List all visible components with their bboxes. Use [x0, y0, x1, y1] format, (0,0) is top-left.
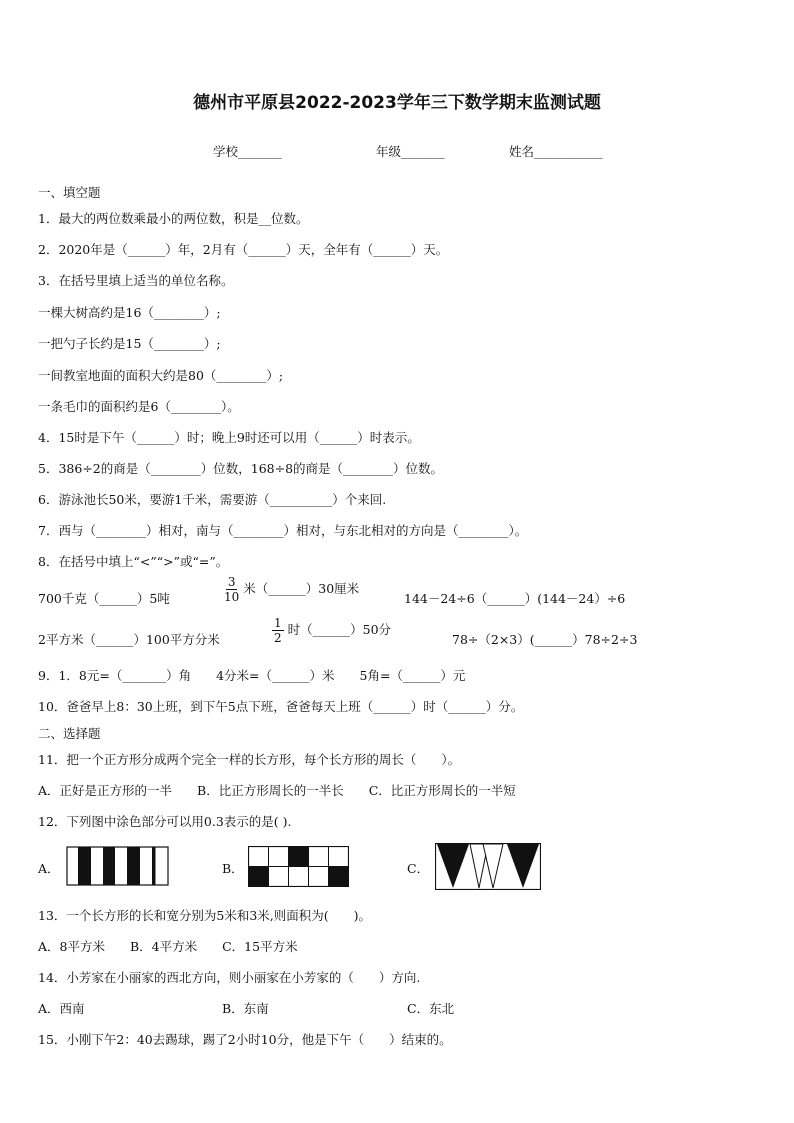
- question-10: 10．爸爸早上8：30上班，到下午5点下班，爸爸每天上班（______）时（______）分。: [38, 699, 524, 714]
- question-14: 14．小芳家在小丽家的西北方向，则小丽家在小芳家的（ ）方向.: [38, 970, 421, 985]
- section-fill-heading: 一、填空题: [38, 185, 101, 200]
- question-14-option-a: A．西南: [38, 1001, 85, 1016]
- q8-row2-c: 78÷（2×3）(______）78÷2÷3: [452, 632, 638, 647]
- question-13: 13．一个长方形的长和宽分别为5米和3米,则面积为( )。: [38, 908, 372, 923]
- question-14-option-c: C．东北: [407, 1001, 455, 1016]
- striped-rectangle-figure: [66, 846, 170, 886]
- question-3b: 一把勺子长约是15（________）;: [38, 336, 221, 351]
- question-7: 7．西与（________）相对，南与（________）相对，与东北相对的方向是（________）。: [38, 523, 528, 538]
- question-14-option-b: B．东南: [222, 1001, 269, 1016]
- fraction-denominator: 2: [274, 631, 282, 645]
- q12-option-c-label: C．: [407, 861, 430, 876]
- fraction-numerator: 1: [274, 616, 282, 630]
- question-9: 9．1．8元=（_______）角 4分米=（______）米 5角=（______）元: [38, 668, 466, 683]
- question-3: 3．在括号里填上适当的单位名称。: [38, 273, 234, 288]
- q8-row2-b: [268, 616, 391, 645]
- question-11-options: A．正好是正方形的一半 B．比正方形周长的一半长 C．比正方形周长的一半短: [38, 783, 516, 798]
- question-12: 12．下列图中涂色部分可以用0.3表示的是( ).: [38, 814, 292, 829]
- q8-row1-c: 144－24÷6（______）(144－24）÷6: [404, 591, 626, 606]
- fraction-denominator: 10: [224, 590, 240, 604]
- q8-row2-b-text: 时（______）50分: [287, 622, 392, 637]
- triangles-figure: [435, 843, 541, 890]
- question-3c: 一间教室地面的面积大约是80（________）;: [38, 368, 284, 383]
- question-4: 4．15时是下午（______）时；晚上9时还可以用（______）时表示。: [38, 430, 420, 445]
- grade-field: 年级_______: [376, 144, 445, 159]
- q8-row1-b-text: 米（______）30厘米: [243, 581, 360, 596]
- question-13-options: A．8平方米 B．4平方米 C．15平方米: [38, 939, 298, 954]
- section-choice-heading: 二、选择题: [38, 726, 101, 741]
- fraction-numerator: 3: [227, 575, 236, 589]
- question-6: 6．游泳池长50米，要游1千米，需要游（__________）个来回.: [38, 492, 387, 507]
- question-3a: 一棵大树高约是16（________）;: [38, 305, 221, 320]
- question-2: 2．2020年是（______）年，2月有（______）天，全年有（______）天。: [38, 242, 449, 257]
- question-1: 1．最大的两位数乘最小的两位数，积是__位数。: [38, 211, 309, 226]
- q8-row1-a: 700千克（______）5吨: [38, 591, 170, 606]
- question-5: 5．386÷2的商是（________）位数，168÷8的商是（________）位数。: [38, 461, 444, 476]
- q12-option-a-label: A．: [38, 861, 60, 876]
- fraction-3-10: [224, 575, 239, 604]
- question-3d: 一条毛巾的面积约是6（________）。: [38, 399, 240, 414]
- school-field: 学校_______: [213, 144, 282, 159]
- checkered-grid-figure: [248, 846, 349, 887]
- fraction-1-2: [272, 616, 284, 645]
- q8-row2-a: 2平方米（______）100平方分米: [38, 632, 220, 647]
- q12-option-b-label: B．: [222, 861, 244, 876]
- question-8: 8．在括号中填上“<”“>”或“=”。: [38, 554, 229, 569]
- question-15: 15．小刚下午2：40去踢球，踢了2小时10分，他是下午（ ）结束的。: [38, 1032, 452, 1047]
- page-title: 德州市平原县2022-2023学年三下数学期末监测试题: [193, 93, 601, 113]
- name-field: 姓名___________: [509, 144, 603, 159]
- q8-row1-b: [220, 575, 359, 604]
- question-11: 11．把一个正方形分成两个完全一样的长方形，每个长方形的周长（ ）。: [38, 752, 461, 767]
